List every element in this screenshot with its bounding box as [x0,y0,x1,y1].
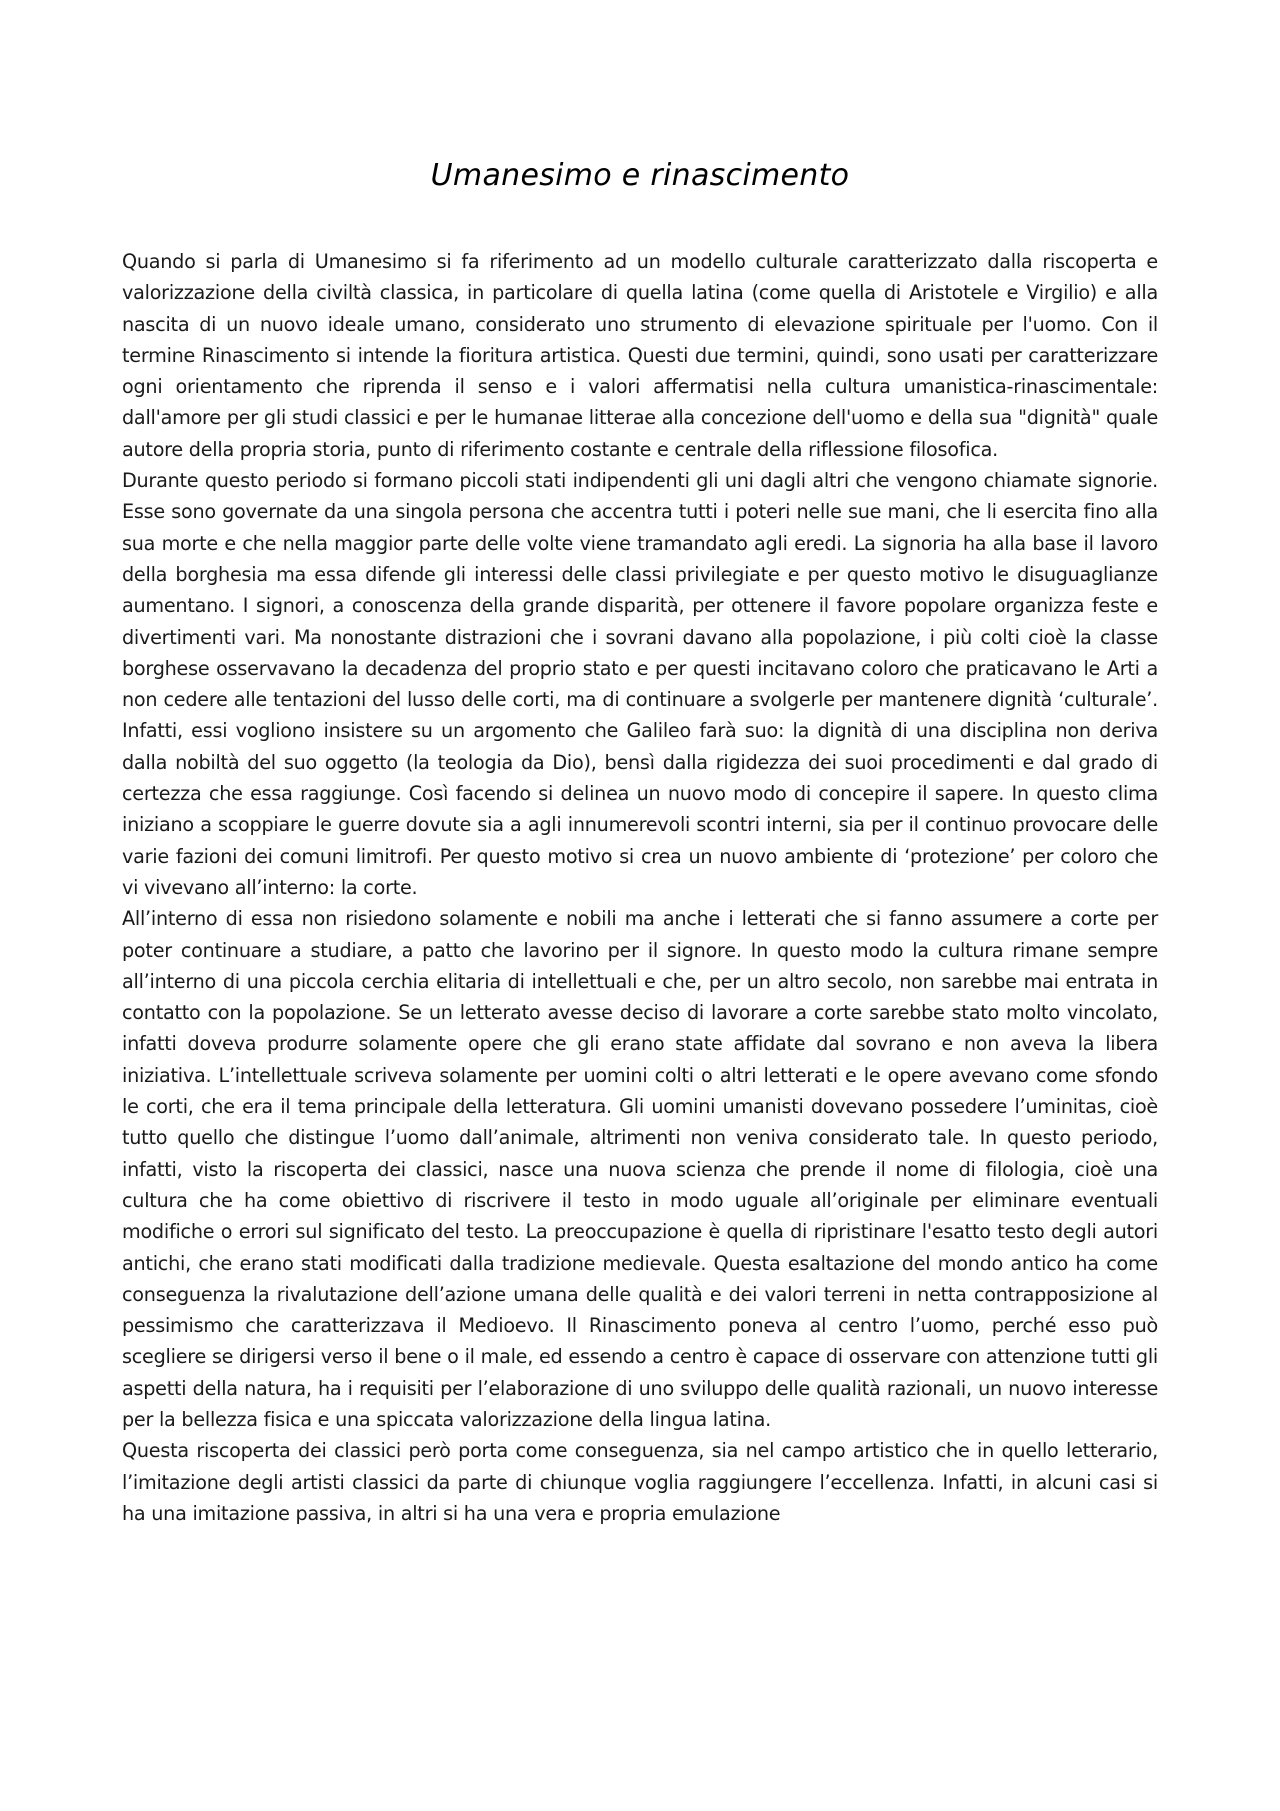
paragraph-1: Quando si parla di Umanesimo si fa riferimento ad un modello culturale caratterizzato dalla riscoperta e valorizzazione della civiltà classica, in particolare di quella latina (come quella di Aristotele e Virgilio) e alla nascita di un nuovo ideale umano, considerato uno strumento di elevazione spirituale per l'uomo. Con il termine Rinascimento si intende la fioritura artistica. Questi due termini, quindi, sono usati per caratterizzare ogni orientamento che riprenda il senso e i valori affermatisi nella cultura umanistica-rinascimentale: dall'amore per gli studi classici e per le humanae litterae alla concezione dell'uomo e della sua "dignità" quale autore della propria storia, punto di riferimento costante e centrale della riflessione filosofica. [122,250,1158,461]
document-title: Umanesimo e rinascimento [430,158,850,193]
paragraph-3: All’interno di essa non risiedono solamente e nobili ma anche i letterati che si fanno assumere a corte per poter continuare a studiare, a patto che lavorino per il signore. In questo modo la cultura rimane sempre all’interno di una piccola cerchia elitaria di intellettuali e che, per un altro secolo, non sarebbe mai entrata in contatto con la popolazione. Se un letterato avesse deciso di lavorare a corte sarebbe stato molto vincolato, infatti doveva produrre solamente opere che gli erano state affidate dal sovrano e non aveva la libera iniziativa. L’intellettuale scriveva solamente per uomini colti o altri letterati e le opere avevano come sfondo le corti, che era il tema principale della letteratura. Gli uomini umanisti dovevano possedere l’uminitas, cioè tutto quello che distingue l’uomo dall’animale, altrimenti non veniva considerato tale. In questo periodo, infatti, visto la riscoperta dei classici, nasce una nuova scienza che prende il nome di filologia, cioè una cultura che ha come obiettivo di riscrivere il testo in modo uguale all’originale per eliminare eventuali modifiche o errori sul significato del testo. La preoccupazione è quella di ripristinare l'esatto testo degli autori antichi, che erano stati modificati dalla tradizione medievale. Questa esaltazione del mondo antico ha come conseguenza la rivalutazione dell’azione umana delle qualità e dei valori terreni in netta contrapposizione al pessimismo che caratterizzava il Medioevo. Il Rinascimento poneva al centro l’uomo, perché esso può scegliere se dirigersi verso il bene o il male, ed essendo a centro è capace di osservare con attenzione tutti gli aspetti della natura, ha i requisiti per l’elaborazione di uno sviluppo delle qualità razionali, un nuovo interesse per la bellezza fisica e una spiccata valorizzazione della lingua latina. [122,907,1158,1431]
paragraph-2: Durante questo periodo si formano piccoli stati indipendenti gli uni dagli altri che vengono chiamate signorie. Esse sono governate da una singola persona che accentra tutti i poteri nelle sue mani, che li esercita fino alla sua morte e che nella maggior parte delle volte viene tramandato agli eredi. La signoria ha alla base il lavoro della borghesia ma essa difende gli interessi delle classi privilegiate e per questo motivo le disuguaglianze aumentano. I signori, a conoscenza della grande disparità, per ottenere il favore popolare organizza feste e divertimenti vari. Ma nonostante distrazioni che i sovrani davano alla popolazione, i più colti cioè la classe borghese osservavano la decadenza del proprio stato e per questi incitavano coloro che praticavano le Arti a non cedere alle tentazioni del lusso delle corti, ma di continuare a svolgerle per mantenere dignità ‘culturale’. Infatti, essi vogliono insistere su un argomento che Galileo farà suo: la dignità di una disciplina non deriva dalla nobiltà del suo oggetto (la teologia da Dio), bensì dalla rigidezza dei suoi procedimenti e dal grado di certezza che essa raggiunge. Così facendo si delinea un nuovo modo di concepire il sapere. In questo clima iniziano a scoppiare le guerre dovute sia a agli innumerevoli scontri interni, sia per il continuo provocare delle varie fazioni dei comuni limitrofi. Per questo motivo si crea un nuovo ambiente di ‘protezione’ per coloro che vi vivevano all’interno: la corte. [122,469,1158,899]
paragraph-4: Questa riscoperta dei classici però porta come conseguenza, sia nel campo artistico che in quello letterario, l’imitazione degli artisti classici da parte di chiunque voglia raggiungere l’eccellenza. Infatti, in alcuni casi si ha una imitazione passiva, in altri si ha una vera e propria emulazione [122,1439,1158,1525]
document-body [122,246,1158,1529]
